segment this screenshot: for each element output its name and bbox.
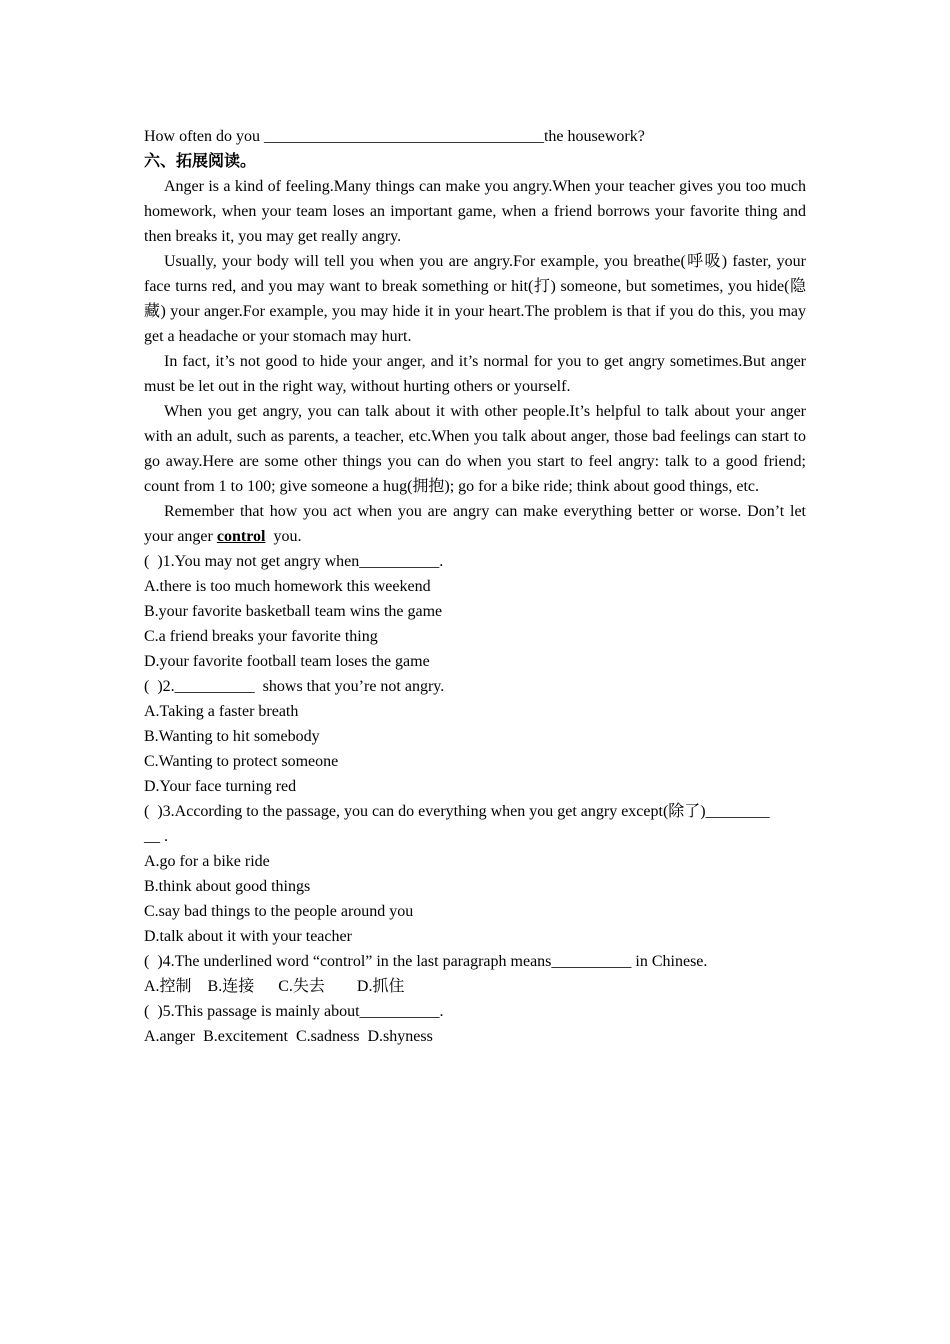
fill-in-after: the housework? bbox=[543, 128, 645, 145]
worksheet-content bbox=[144, 124, 806, 1049]
question-5-stem: ( )5.This passage is mainly about__________. bbox=[144, 1003, 444, 1020]
question-1-stem: ( )1.You may not get angry when__________. bbox=[144, 553, 444, 570]
question-1-option-d: D.your favorite football team loses the game bbox=[144, 653, 430, 670]
fill-in-blank: ___________________________________ bbox=[263, 128, 544, 145]
question-1-option-a: A.there is too much homework this weekend bbox=[144, 578, 431, 595]
underlined-word-control: control bbox=[216, 528, 266, 545]
passage-paragraph-3: In fact, it’s not good to hide your anger, and it’s normal for you to get angry sometimes.But anger must be let out in the right way, without hurting others or yourself. bbox=[144, 353, 806, 395]
question-1-option-c: C.a friend breaks your favorite thing bbox=[144, 628, 378, 645]
passage-paragraph-5 bbox=[144, 499, 806, 549]
question-3-option-c: C.say bad things to the people around you bbox=[144, 903, 414, 920]
question-3-option-a: A.go for a bike ride bbox=[144, 853, 270, 870]
question-4-options: A.控制 B.连接 C.失去 D.抓住 bbox=[144, 978, 405, 995]
question-3-stem-continued: __ . bbox=[144, 828, 168, 845]
question-2-option-c: C.Wanting to protect someone bbox=[144, 753, 339, 770]
question-2-option-d: D.Your face turning red bbox=[144, 778, 297, 795]
question-2 bbox=[144, 674, 806, 799]
question-5-options: A.anger B.excitement C.sadness D.shyness bbox=[144, 1028, 433, 1045]
passage-paragraph-2: Usually, your body will tell you when you are angry.For example, you breathe(呼吸) faster, your face turns red, and you may want to break something or hit(打) someone, but sometimes, you hide(隐藏) your anger.For example, you may hide it in your heart.The problem is that if you do this, you may get a headache or your stomach may hurt. bbox=[144, 253, 806, 345]
section-title: 六、拓展阅读。 bbox=[144, 153, 257, 170]
question-4 bbox=[144, 949, 806, 999]
reading-passage bbox=[144, 174, 806, 549]
question-1-option-b: B.your favorite basketball team wins the game bbox=[144, 603, 443, 620]
question-2-option-a: A.Taking a faster breath bbox=[144, 703, 299, 720]
question-3 bbox=[144, 799, 806, 949]
question-5 bbox=[144, 999, 806, 1049]
question-3-stem: ( )3.According to the passage, you can do everything when you get angry except(除了)________ bbox=[144, 803, 770, 820]
question-3-option-d: D.talk about it with your teacher bbox=[144, 928, 352, 945]
passage-paragraph-4: When you get angry, you can talk about it with other people.It’s helpful to talk about your anger with an adult, such as parents, a teacher, etc.When you talk about anger, those bad feelings can start to go away.Here are some other things you can do when you start to feel angry: talk to a good friend; count from 1 to 100; give someone a hug(拥抱); go for a bike ride; think about good things, etc. bbox=[144, 403, 806, 495]
paragraph-5-text-after: you. bbox=[265, 528, 302, 545]
fill-in-before: How often do you bbox=[144, 128, 264, 145]
question-2-option-b: B.Wanting to hit somebody bbox=[144, 728, 320, 745]
question-3-option-b: B.think about good things bbox=[144, 878, 311, 895]
question-4-stem: ( )4.The underlined word “control” in the last paragraph means__________ in Chinese. bbox=[144, 953, 708, 970]
question-1 bbox=[144, 549, 806, 674]
paragraph-5-text-before: Remember that how you act when you are angry can make everything better or worse. Don’t let your anger bbox=[144, 503, 806, 545]
fill-in-question bbox=[144, 124, 806, 149]
passage-paragraph-1: Anger is a kind of feeling.Many things can make you angry.When your teacher gives you too much homework, when your team loses an important game, when a friend borrows your favorite thing and then breaks it, you may get really angry. bbox=[144, 178, 806, 245]
question-2-stem: ( )2.__________ shows that you’re not angry. bbox=[144, 678, 445, 695]
